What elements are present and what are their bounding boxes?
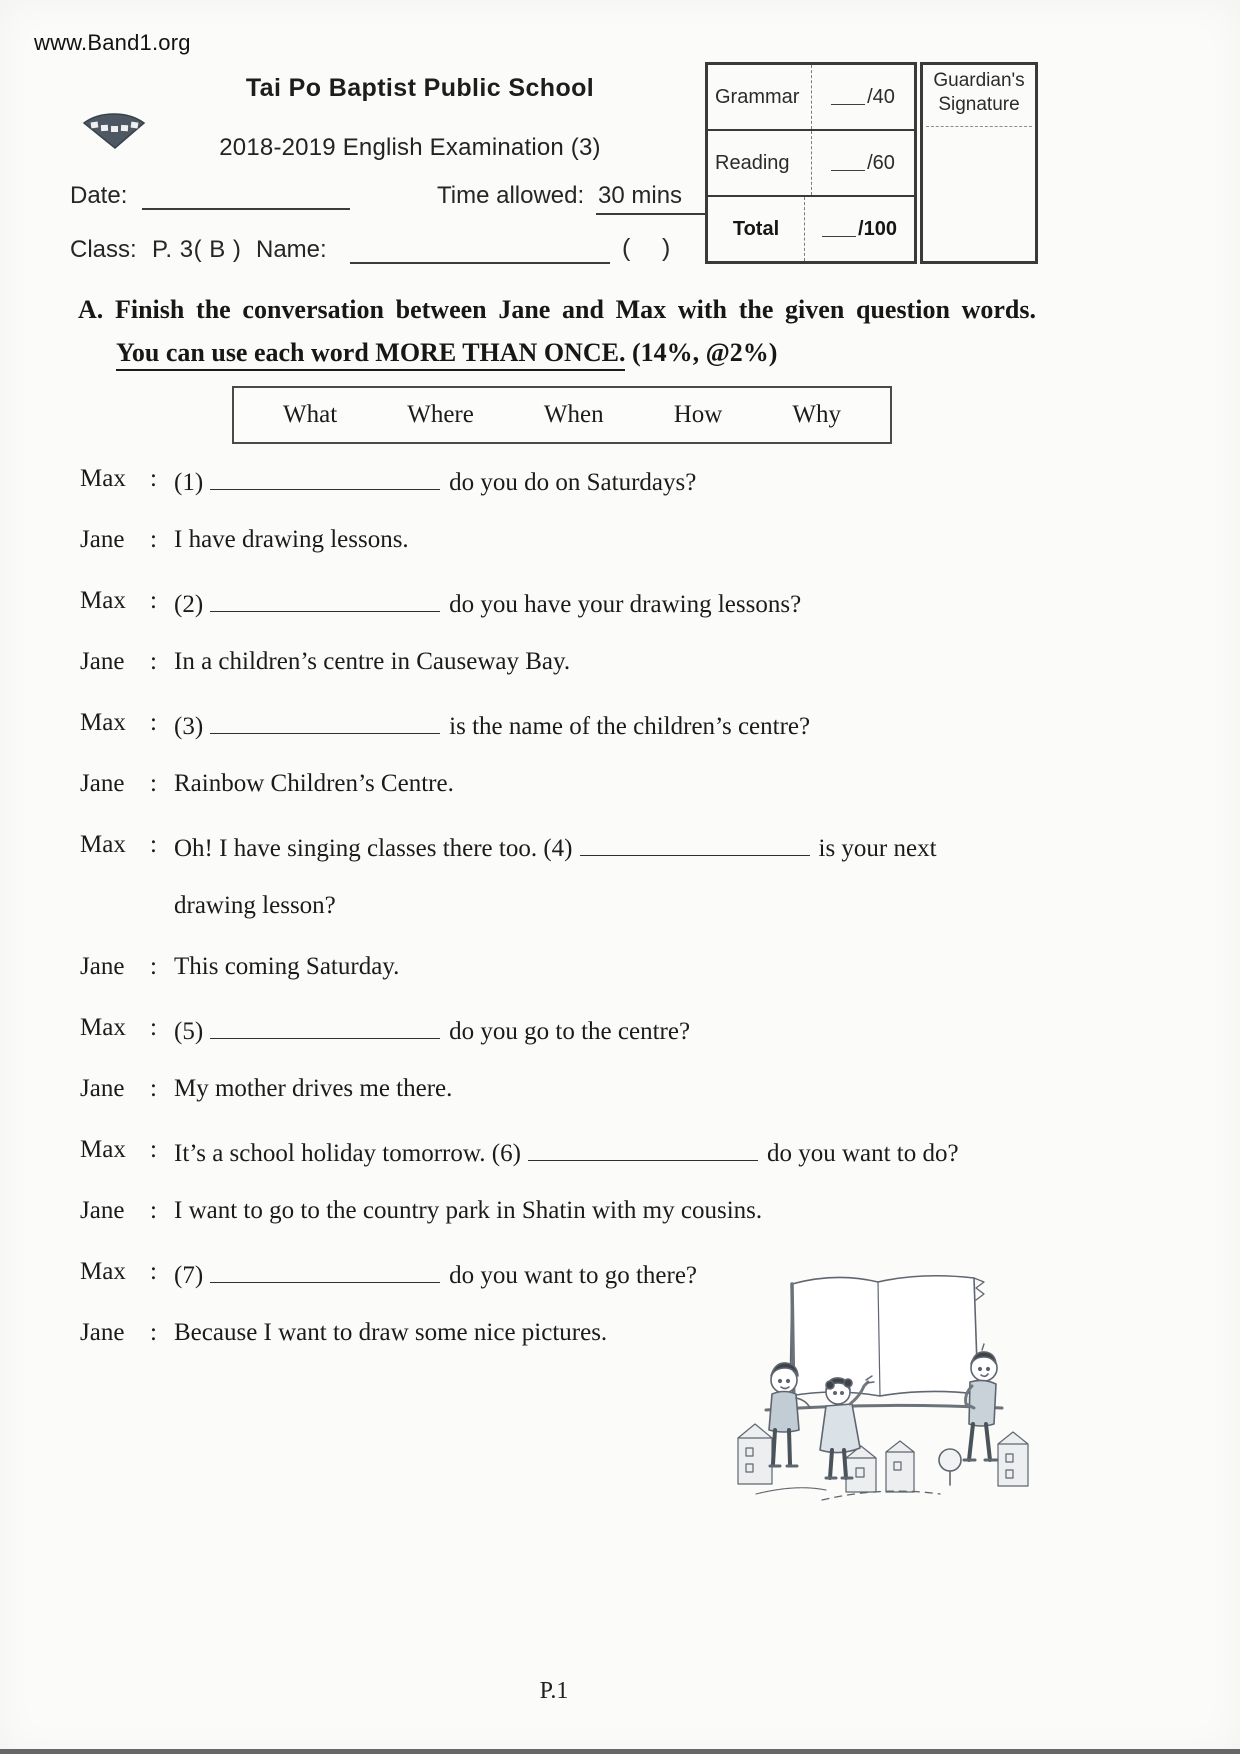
dialogue-text-pre: drawing lesson? xyxy=(174,892,336,919)
score-label: Total xyxy=(708,197,805,261)
watermark: www.Band1.org xyxy=(34,30,191,55)
dialogue-text xyxy=(174,647,1150,677)
word-bank-word: Why xyxy=(792,401,841,428)
guardian-line1: Guardian's xyxy=(933,70,1025,91)
time-allowed-label: Time allowed: xyxy=(437,182,585,209)
dialogue-colon: : xyxy=(150,1258,157,1285)
answer-blank[interactable] xyxy=(210,1257,440,1283)
dialogue-colon: : xyxy=(150,465,157,492)
dialogue-row xyxy=(80,891,1150,952)
dialogue-text-post: do you have your drawing lessons? xyxy=(449,591,802,618)
dialogue-text-pre: (7) xyxy=(174,1262,204,1289)
dialogue-text xyxy=(174,464,1150,498)
word-bank-word: What xyxy=(283,401,338,428)
dialogue-text xyxy=(174,586,1150,620)
dialogue-text xyxy=(174,1135,1150,1169)
dialogue-row xyxy=(80,1196,1150,1257)
dialogue-colon: : xyxy=(150,1014,157,1041)
date-blank-line[interactable] xyxy=(142,164,350,210)
score-row xyxy=(708,197,914,261)
dialogue-speaker: Jane xyxy=(80,1197,125,1224)
guardian-signature-heading xyxy=(926,69,1032,127)
dialogue-colon: : xyxy=(150,587,157,614)
dialogue-text-pre: Rainbow Children’s Centre. xyxy=(174,770,454,797)
dialogue-row xyxy=(80,830,1150,891)
dialogue-text-pre: Oh! I have singing classes there too. (4) xyxy=(174,835,573,862)
class-number-paren-close: ) xyxy=(662,234,671,262)
answer-blank[interactable] xyxy=(210,708,440,734)
dialogue-text xyxy=(174,891,1150,921)
dialogue-text-post: is the name of the children’s centre? xyxy=(449,713,811,740)
name-blank-line[interactable] xyxy=(350,216,610,264)
dialogue-row xyxy=(80,708,1150,769)
score-label: Grammar xyxy=(708,65,812,129)
dialogue xyxy=(80,464,1150,1379)
score-max: /40 xyxy=(867,85,895,108)
dialogue-colon: : xyxy=(150,1197,157,1224)
scan-bottom-edge xyxy=(0,1749,1240,1754)
score-max: /100 xyxy=(858,217,897,240)
time-allowed-value: 30 mins xyxy=(596,182,708,215)
dialogue-text xyxy=(174,1013,1150,1047)
score-row xyxy=(708,131,914,197)
dialogue-text-pre: I have drawing lessons. xyxy=(174,526,409,553)
dialogue-colon: : xyxy=(150,648,157,675)
instruction-underlined-part: You can use each word MORE THAN ONCE. xyxy=(116,338,625,371)
class-number-paren-open: ( xyxy=(622,234,631,262)
class-value: P. 3( B ) xyxy=(152,236,242,263)
dialogue-speaker: Max xyxy=(80,465,126,492)
name-label: Name: xyxy=(256,236,327,263)
section-a-instruction: A. Finish the conversation between Jane and Max with the given question words. xyxy=(78,295,1036,324)
dialogue-text xyxy=(174,952,1150,982)
dialogue-row xyxy=(80,769,1150,830)
dialogue-speaker: Jane xyxy=(80,526,125,553)
dialogue-colon: : xyxy=(150,709,157,736)
dialogue-text-pre: (1) xyxy=(174,469,204,496)
word-bank-word: When xyxy=(543,401,604,428)
date-label: Date: xyxy=(70,182,128,209)
dialogue-text-post: do you want to go there? xyxy=(449,1262,698,1289)
dialogue-speaker: Jane xyxy=(80,648,125,675)
word-bank-word: Where xyxy=(407,401,474,428)
dialogue-text-pre: My mother drives me there. xyxy=(174,1075,453,1102)
score-row xyxy=(708,65,914,131)
dialogue-colon: : xyxy=(150,770,157,797)
dialogue-text xyxy=(174,1074,1150,1104)
score-value-cell xyxy=(812,152,914,175)
dialogue-row xyxy=(80,1135,1150,1196)
dialogue-text xyxy=(174,1196,1150,1226)
dialogue-text-post: is your next xyxy=(818,835,937,862)
school-name: Tai Po Baptist Public School xyxy=(245,74,595,102)
dialogue-row xyxy=(80,464,1150,525)
answer-blank[interactable] xyxy=(528,1135,758,1161)
score-blank-line[interactable] xyxy=(831,155,865,171)
dialogue-text xyxy=(174,708,1150,742)
dialogue-speaker: Jane xyxy=(80,1075,125,1102)
dialogue-colon: : xyxy=(150,831,157,858)
dialogue-text-pre: In a children’s centre in Causeway Bay. xyxy=(174,648,571,675)
guardian-signature-box[interactable] xyxy=(920,62,1038,264)
score-value-cell xyxy=(812,86,914,109)
dialogue-row xyxy=(80,1074,1150,1135)
answer-blank[interactable] xyxy=(580,830,810,856)
score-table xyxy=(705,62,917,264)
dialogue-colon: : xyxy=(150,1075,157,1102)
dialogue-text xyxy=(174,525,1150,555)
score-value-cell xyxy=(805,218,914,241)
dialogue-text-pre: (3) xyxy=(174,713,204,740)
section-a-instruction-line2 xyxy=(116,338,777,368)
dialogue-text-post: do you go to the centre? xyxy=(449,1018,691,1045)
dialogue-text-pre: (2) xyxy=(174,591,204,618)
score-max: /60 xyxy=(867,151,895,174)
dialogue-text xyxy=(174,769,1150,799)
dialogue-text xyxy=(174,830,1150,864)
dialogue-text-pre: (5) xyxy=(174,1018,204,1045)
dialogue-speaker: Max xyxy=(80,709,126,736)
dialogue-row xyxy=(80,586,1150,647)
dialogue-row xyxy=(80,647,1150,708)
school-logo-icon xyxy=(82,110,146,157)
answer-blank[interactable] xyxy=(210,586,440,612)
dialogue-speaker: Max xyxy=(80,831,126,858)
dialogue-row xyxy=(80,525,1150,586)
instruction-marks: (14%, @2%) xyxy=(625,338,778,367)
dialogue-speaker: Max xyxy=(80,1258,126,1285)
dialogue-speaker: Jane xyxy=(80,770,125,797)
dialogue-text-pre: Because I want to draw some nice pictures. xyxy=(174,1319,608,1346)
dialogue-row xyxy=(80,952,1150,1013)
class-label: Class: xyxy=(70,236,137,263)
page-number: P.1 xyxy=(539,1678,569,1704)
dialogue-speaker: Jane xyxy=(80,1319,125,1346)
dialogue-row xyxy=(80,1013,1150,1074)
dialogue-text-post: do you want to do? xyxy=(766,1140,959,1167)
dialogue-text-pre: This coming Saturday. xyxy=(174,953,400,980)
dialogue-text-pre: It’s a school holiday tomorrow. (6) xyxy=(174,1140,521,1167)
word-bank xyxy=(232,386,892,444)
dialogue-text-post: do you do on Saturdays? xyxy=(449,469,697,496)
dialogue-speaker: Max xyxy=(80,1014,126,1041)
exam-title: 2018-2019 English Examination (3) xyxy=(219,134,601,161)
dialogue-colon: : xyxy=(150,1136,157,1163)
dialogue-speaker: Max xyxy=(80,587,126,614)
dialogue-speaker: Jane xyxy=(80,953,125,980)
word-bank-word: How xyxy=(673,401,723,428)
answer-blank[interactable] xyxy=(210,1013,440,1039)
score-blank-line[interactable] xyxy=(822,221,856,237)
score-blank-line[interactable] xyxy=(831,89,865,105)
answer-blank[interactable] xyxy=(210,464,440,490)
dialogue-colon: : xyxy=(150,1319,157,1346)
dialogue-text-pre: I want to go to the country park in Shatin with my cousins. xyxy=(174,1197,763,1224)
children-illustration xyxy=(726,1262,1042,1519)
dialogue-speaker: Max xyxy=(80,1136,126,1163)
dialogue-colon: : xyxy=(150,953,157,980)
guardian-line2: Signature xyxy=(938,93,1020,115)
dialogue-colon: : xyxy=(150,526,157,553)
score-label: Reading xyxy=(708,131,812,195)
